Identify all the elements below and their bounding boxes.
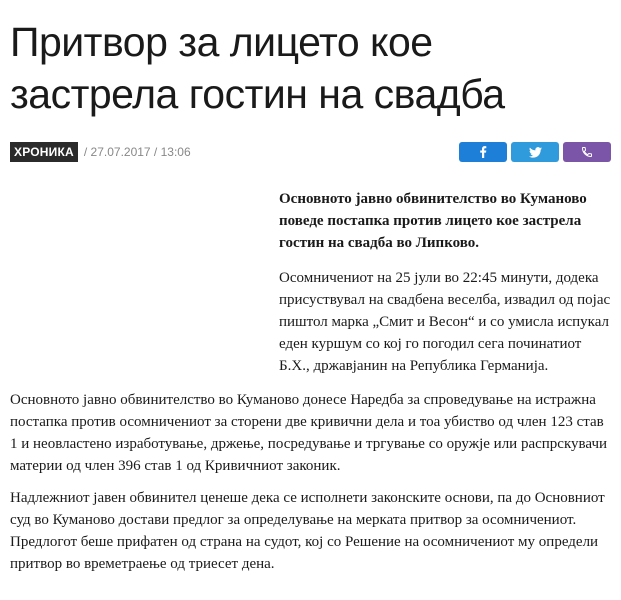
viber-icon [581, 146, 593, 158]
article-intro: Осомничениот на 25 јули во 22:45 минути, додека присуствувал на свадбена веселба, извадил од појас пиштол марка „Смит и Весон“ и со умисла испукал еден куршум со кој го погодил сега починатиот Б.Х., државјанин на Република Германија. [279, 270, 611, 374]
twitter-icon [529, 147, 542, 158]
category-badge[interactable]: ХРОНИКА [10, 142, 78, 162]
twitter-share-button[interactable] [511, 142, 559, 162]
facebook-share-button[interactable] [459, 142, 507, 162]
publish-date: / 27.07.2017 / 13:06 [83, 145, 191, 159]
article-lead: Основното јавно обвинителство во Куманово поведе постапка против лицето кое застрела гостин на свадба во Липково. [279, 191, 587, 251]
facebook-icon [479, 146, 487, 158]
article-meta [10, 140, 611, 164]
viber-share-button[interactable] [563, 142, 611, 162]
article-title: Притвор за лицето кое застрела гостин на свадба [10, 19, 505, 117]
article-paragraph: Надлежниот јавен обвинител ценеше дека се исполнети законските основи, па до Основниот суд во Куманово достави предлог за определување на мерката притвор за осомничениот. Предлогот беше прифатен од страна на судот, кој со Решение на осомничениот му определи притвор во времетраење од триесет дена. [10, 490, 605, 572]
article-paragraph: Основното јавно обвинителство во Куманово донесе Наредба за спроведување на истражна постапка против осомничениот за сторени две кривични дела и тоа убиство од член 123 став 1 и неовластено изработување, држење, посредување и тргување со оружје или распрскувачи материи од член 396 став 1 од Кривичниот законик. [10, 392, 608, 474]
share-buttons [459, 142, 611, 162]
